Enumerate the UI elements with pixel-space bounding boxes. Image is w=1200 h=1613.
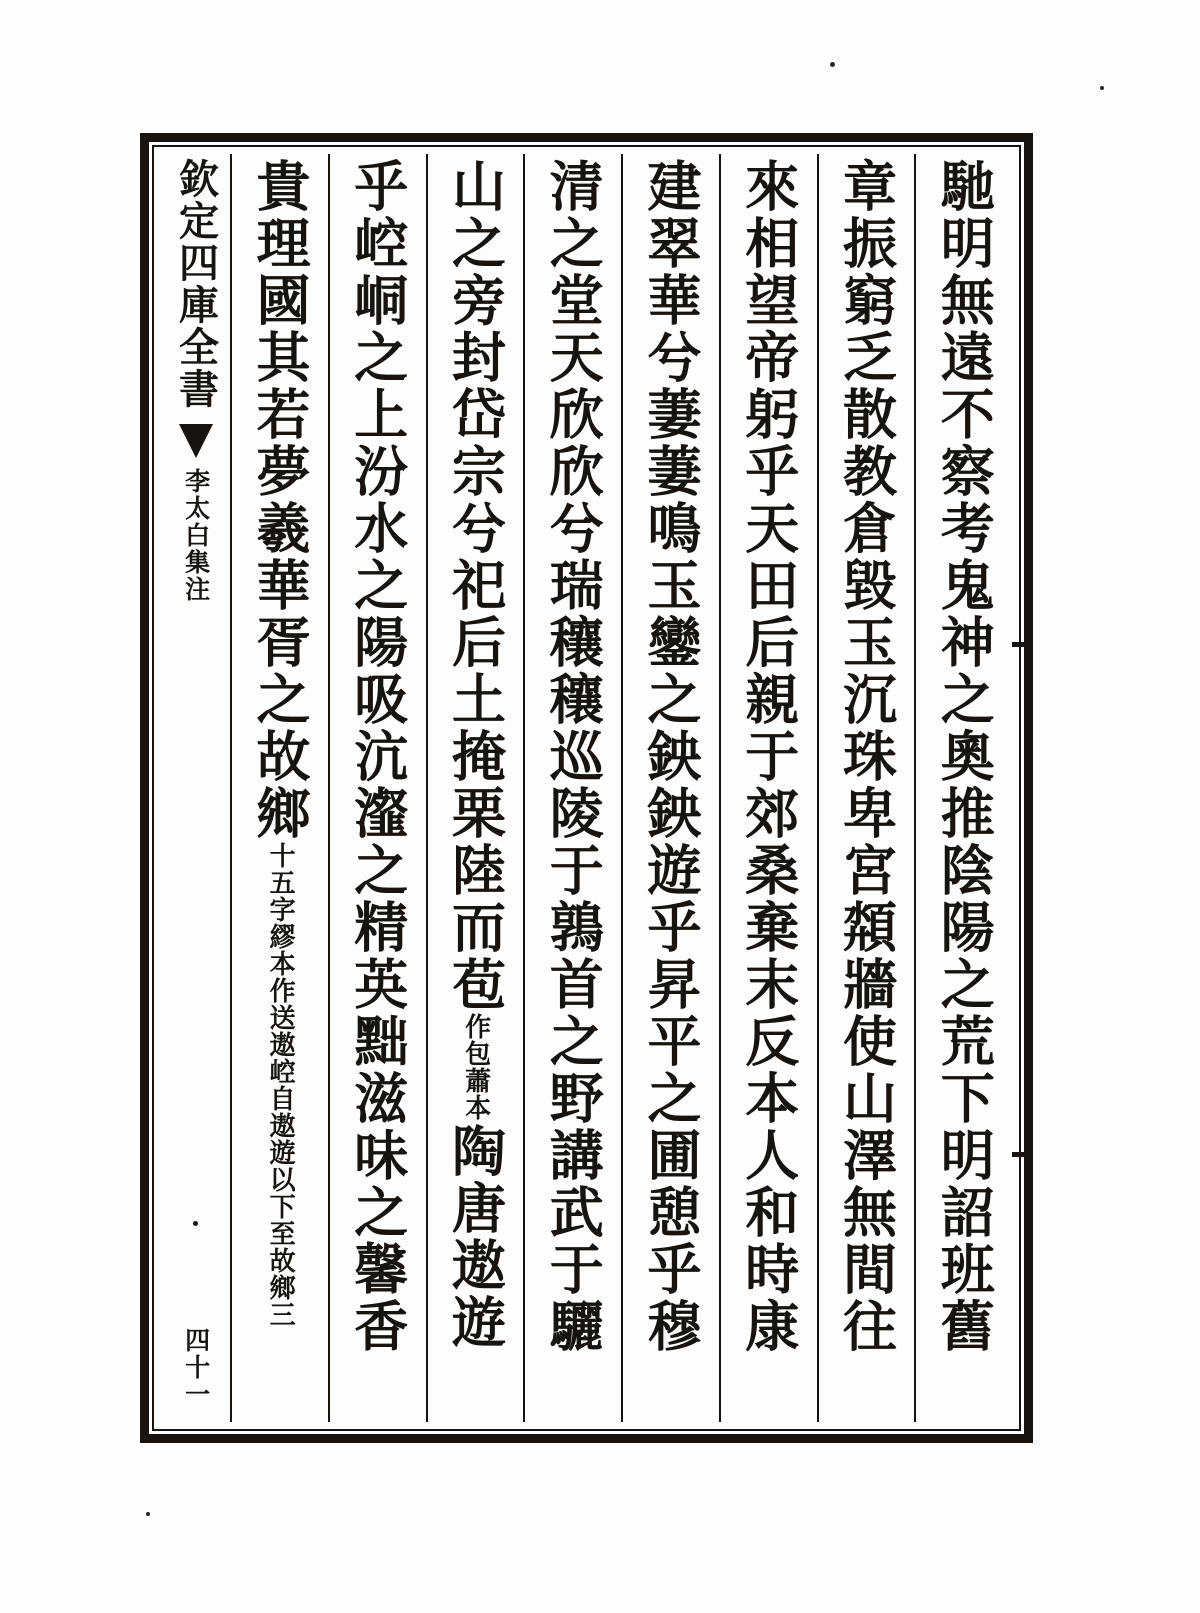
column-2-main-text: 章振窮乏散教倉毀玉沉珠卑宮頮牆使山澤無間往 (834, 158, 899, 1355)
center-fold-banner (161, 154, 230, 1422)
text-column-1 (914, 154, 1012, 1422)
woodblock-frame (140, 133, 1033, 1443)
column-6-note-left: 作包 (460, 1013, 491, 1067)
text-column-8 (230, 154, 328, 1422)
banner-page-number: 四十一 (181, 1327, 211, 1408)
text-column-5 (523, 154, 621, 1422)
column-8-note-left: 十五字繆本作送遨崆 (265, 842, 296, 1085)
paper-speckle (1100, 86, 1104, 90)
column-8-interlinear-note (266, 842, 295, 1328)
text-column-3 (719, 154, 817, 1422)
column-3-main-text: 來相望帝躬乎天田后親于郊桑棄末反本人和時康 (736, 158, 801, 1355)
column-6-main-text-tail: 陶唐遨遊 (443, 1123, 508, 1351)
banner-dot-icon (193, 1221, 198, 1226)
column-8-main-text: 貴理國其若夢羲華胥之故鄉 (247, 158, 312, 842)
text-column-4 (621, 154, 719, 1422)
frame-tick-right (1012, 1152, 1026, 1157)
text-column-2 (817, 154, 915, 1422)
paper-speckle (830, 62, 835, 67)
column-8-note-right: 自遨遊以下至故鄉三 (265, 1085, 296, 1328)
fishtail-mark-icon (179, 424, 213, 458)
column-7-main-text: 乎崆峒之上汾水之陽吸沆瀣之精英黜滋味之馨香 (345, 158, 410, 1355)
frame-tick-right (1012, 642, 1026, 647)
text-column-7 (328, 154, 426, 1422)
text-column-6 (426, 154, 524, 1422)
column-5-main-text: 清之堂天欣欣兮瑞穰穰巡陵于鶉首之野講武于驪 (541, 158, 606, 1355)
column-6-main-text: 山之旁封岱宗兮祀后土掩栗陸而苞 (443, 158, 508, 1013)
banner-collection-title: 欽定四庫全書 (172, 158, 220, 410)
paper-speckle (146, 1512, 150, 1516)
column-4-main-text: 建翠華兮萋萋鳴玉鑾之鉠鉠遊乎昇平之圃憩乎穆 (638, 158, 703, 1355)
text-columns (161, 154, 1012, 1422)
column-1-main-text: 馳明無遠不察考鬼神之奧推陰陽之荒下明詔班舊 (932, 158, 997, 1355)
column-6-note-right: 蕭本 (460, 1067, 491, 1121)
column-6-interlinear-note (461, 1013, 490, 1121)
banner-book-title: 李太白集注 (181, 468, 211, 603)
